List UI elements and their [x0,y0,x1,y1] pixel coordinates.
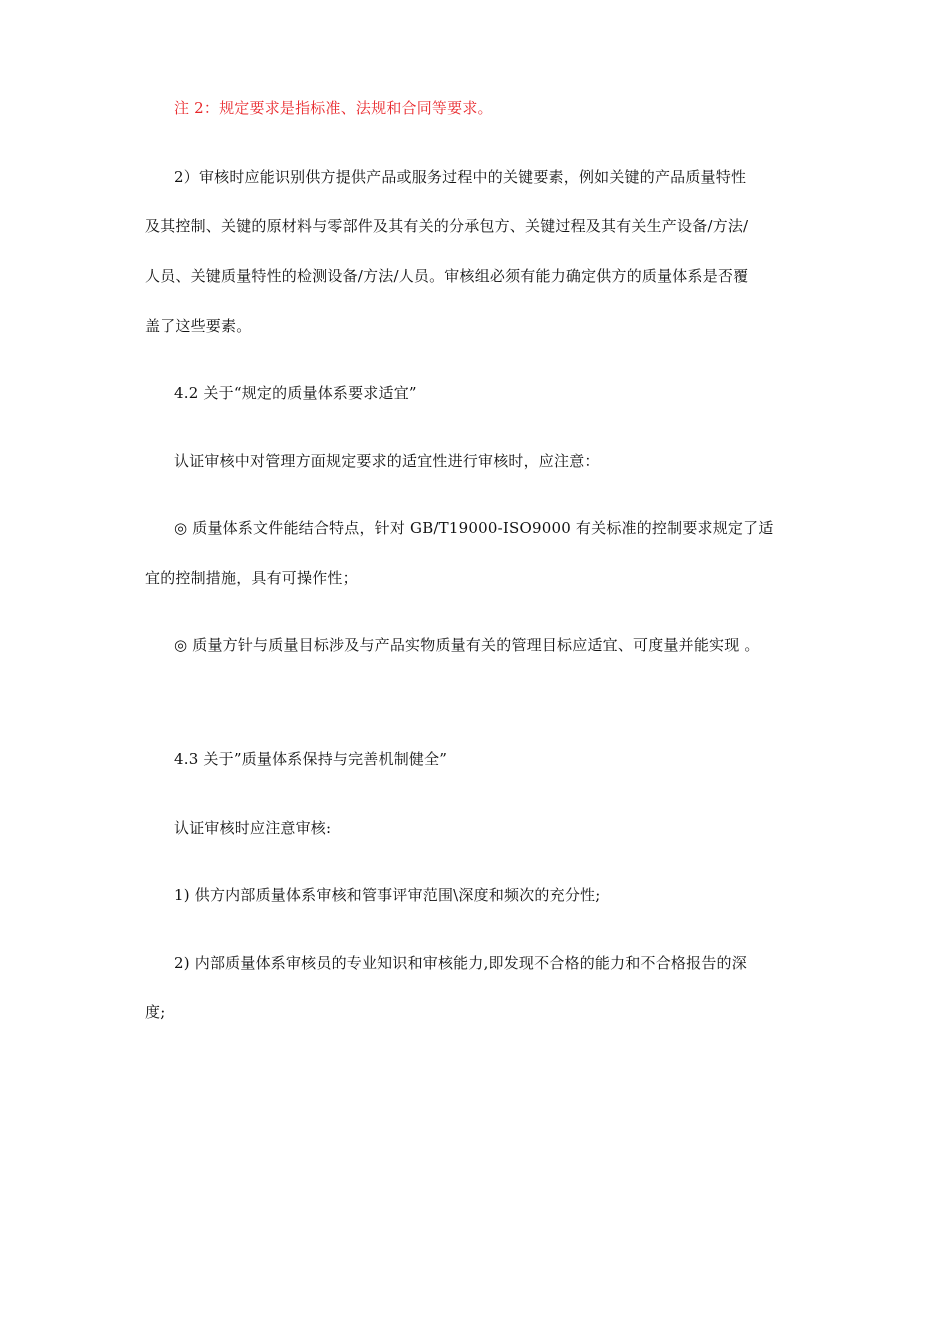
list-item-line: ◎ 质量体系文件能结合特点，针对 GB/T19000-ISO9000 有关标准的控制要求规定了适 [174,519,774,537]
list-item: ◎ 质量方针与质量目标涉及与产品实物质量有关的管理目标应适宜、可度量并能实现 。 [174,636,760,654]
section-heading-4-3: 4.3 关于”质量体系保持与完善机制健全” [174,750,448,768]
note-text: 注 2：规定要求是指标准、法规和合同等要求。 [174,99,493,117]
list-item-line: 度; [145,1003,166,1021]
section-intro: 认证审核中对管理方面规定要求的适宜性进行审核时，应注意： [174,452,600,470]
list-item-line: 宜的控制措施，具有可操作性； [145,569,358,587]
paragraph-line: 人员、关键质量特性的检测设备/方法/人员。审核组必须有能力确定供方的质量体系是否覆 [145,267,749,285]
list-item: 1) 供方内部质量体系审核和管事评审范围\深度和频次的充分性; [174,886,601,904]
list-item-line: 2) 内部质量体系审核员的专业知识和审核能力,即发现不合格的能力和不合格报告的深 [174,954,747,972]
paragraph-line: 2）审核时应能识别供方提供产品或服务过程中的关键要素，例如关键的产品质量特性 [174,168,747,186]
paragraph-line: 盖了这些要素。 [145,317,252,335]
paragraph-line: 及其控制、关键的原材料与零部件及其有关的分承包方、关键过程及其有关生产设备/方法/ [145,217,749,235]
section-heading-4-2: 4.2 关于“规定的质量体系要求适宜” [174,384,417,402]
section-intro: 认证审核时应注意审核: [174,819,332,837]
